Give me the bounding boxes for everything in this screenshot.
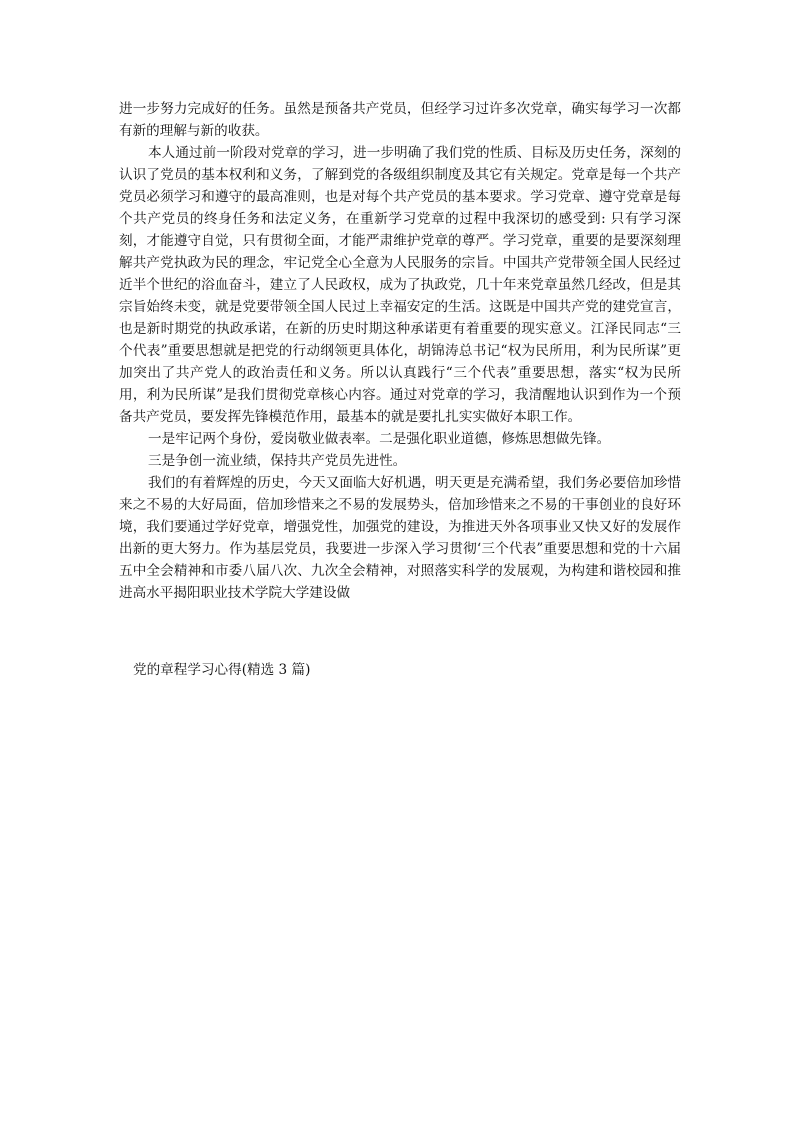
paragraph-2: 本人通过前一阶段对党章的学习，进一步明确了我们党的性质、目标及历史任务，深刻的认识了党员的基本权利和义务，了解到党的各级组织制度及其它有关规定。党章是每一个共产党员必须学习和遵守的最高准则，也是对每个共产党员的基本要求。学习党章、遵守党章是每个共产党员的终身任务和法定义务，在重新学习党章的过程中我深切的感受到: 只有学习深刻，才能遵守自觉，只有贯彻全面，才能严肃维护党章的尊严。学习党章，重要的是要深刻理解共产党执政为民的理念，牢记党全心全意为人民服务的宗旨。中国共产党带领全国人民经过近半个世纪的浴血奋斗，建立了人民政权，成为了执政党，几十年来党章虽然几经改，但是其宗旨始终未变，就是党要带领全国人民过上幸福安定的生活。这既是中国共产党的建党宣言，也是新时期党的执政承诺，在新的历史时期这种承诺更有着重要的现实意义。江泽民同志“三个代表”重要思想就是把党的行动纲领更具体化，胡锦涛总书记“权为民所用，利为民所谋”更加突出了共产党人的政治责任和义务。所以认真践行“三个代表”重要思想，落实“权为民所用，利为民所谋”是我们贯彻党章核心内容。通过对党章的学习，我清醒地认识到作为一个预备共产党员，要发挥先锋模范作用，最基本的就是要扎扎实实做好本职工作。	[119, 145, 681, 425]
paragraph-5: 我们的有着辉煌的历史，今天又面临大好机遇，明天更是充满希望，我们务必要倍加珍惜来之不易的大好局面，倍加珍惜来之不易的发展势头，倍加珍惜来之不易的干事创业的良好环境，我们要通过学好党章，增强党性，加强党的建设，为推进天外各项事业又快又好的发展作出新的更大努力。作为基层党员，我要进一步深入学习贯彻‘三个代表”重要思想和党的十六届五中全会精神和市委八届八次、九次全会精神，对照落实科学的发展观，为构建和谐校园和推进高水平揭阳职业技术学院大学建设做	[119, 475, 681, 601]
footer-title: 党的章程学习心得(精选 3 篇)	[133, 662, 311, 678]
document-body	[119, 98, 681, 604]
paragraph-3: 一是牢记两个身份，爱岗敬业做表率。二是强化职业道德，修炼思想做先锋。	[148, 431, 611, 447]
paragraph-1: 进一步努力完成好的任务。虽然是预备共产党员，但经学习过许多次党章，确实每学习一次都有新的理解与新的收获。	[119, 101, 681, 139]
paragraph-4: 三是争创一流业绩，保持共产党员先进性。	[148, 453, 407, 469]
